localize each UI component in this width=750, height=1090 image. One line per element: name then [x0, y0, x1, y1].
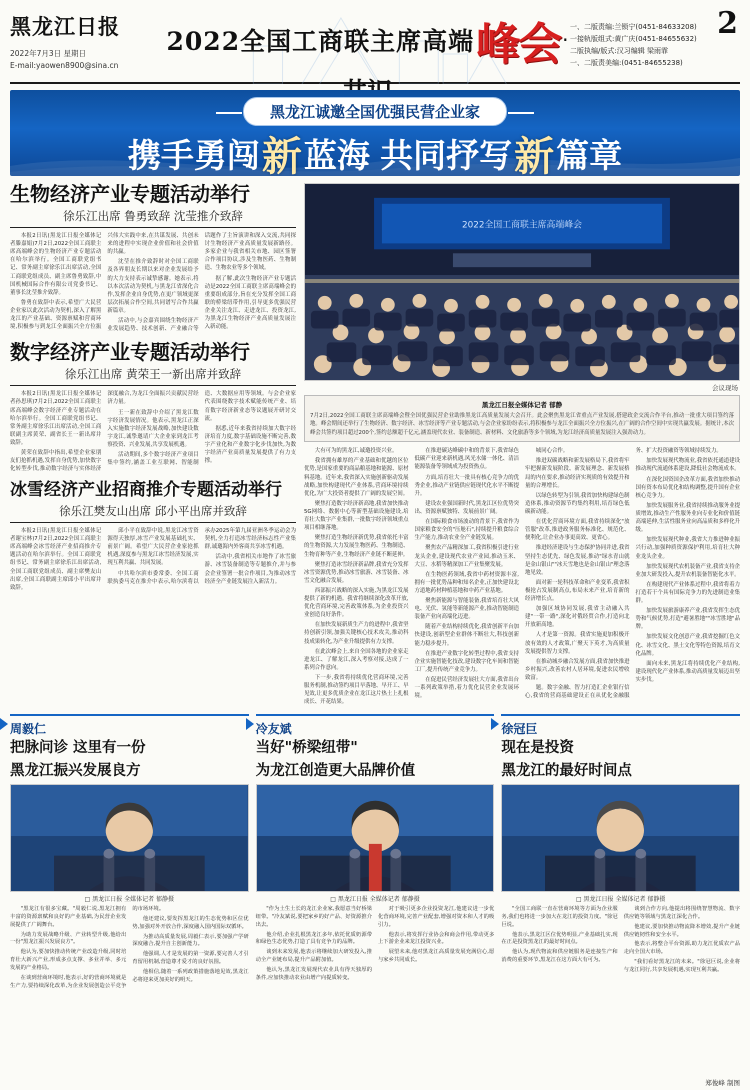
paragraph: 在构建现代产业体系过程中,我省将着力打造若干个具有国际竞争力的先进制造业集群。 [635, 581, 740, 605]
paragraph: 推进经济建设与生态保护协同并进,我省坚持生态优先、绿色发展,推动"绿水青山就是金山银山""冰天雪地也是金山银山"理念落地见效。 [525, 545, 630, 576]
paragraph: 展望未来,他对黑龙江高质量发展充满信心,愿与家乡共同成长。 [378, 949, 495, 964]
article-body [10, 527, 296, 592]
photo-note [304, 395, 740, 442]
paragraph: "作为土生土长的龙江企业家,我愿意当好桥梁纽带。"冷友斌说,要把家乡的好产品、好资源推介出去。 [255, 905, 372, 928]
masthead-left [10, 6, 165, 72]
paragraph: 王一新在致辞中介绍了黑龙江数字经济发展情况。他表示,黑龙江正深入实施数字经济发展战略,加快建设数字龙江,诚挚邀请广大企业家到龙江考察投资、兴业发展,共享发展机遇。 [107, 409, 199, 448]
banner-part-3: 蓝海 [303, 136, 370, 175]
paragraph: 西部振兴战略的深入实施,为黑龙江发展提供了新的机遇。我省将继续深化改革开放,优化营商环境,完善政策体系,为企业投资兴业创造良好条件。 [304, 587, 409, 619]
profile-card-xu [501, 714, 740, 991]
paragraph: 为助力发展战略升级、产业转型升级,他给出一份"黑龙江振兴发展良方"。 [10, 931, 127, 946]
paragraph: 在深化国资国企改革方面,我省加快推动国有资本布局优化和结构调整,提升国有企业核心竞争力。 [635, 476, 740, 499]
profile-name: 周毅仁 [10, 722, 47, 737]
photo-caption: 会议现场 [712, 384, 738, 392]
profile-quote-line1: 把脉问诊 这里有一份 [10, 739, 146, 757]
page-byline: 郑俊峰 制图 [705, 1079, 740, 1087]
publish-date: 2022年7月3日 星期日 [10, 48, 87, 58]
paragraph: 人才是第一资源。我省实施更加积极开放有效的人才政策,广聚天下英才,为高质量发展提供智力支撑。 [525, 632, 630, 655]
divider [10, 522, 296, 523]
paragraph: 加快发展服务业,我省持续推动服务业提质增效,推动生产性服务业向专业化和价值链高端延伸,生活性服务业向高品质和多样化升级。 [635, 502, 740, 534]
paragraph: 据悉,近年来我省持续加大数字经济培育力度,数字基础设施不断完善,数字产业化和产业数字化步伐加快,为数字经济产业高质量发展提供了有力支撑。 [204, 425, 296, 465]
profile-photo-caption [256, 894, 495, 903]
paragraph: 中共哈尔滨市委常委、全国工商联执委马克在推介中表示,哈尔滨将以承办2025年第九届亚洲冬季运动会为契机,全力打造冰雪经济标志性产业集群,诚邀海内外客商共享冰雪机遇。 [107, 527, 296, 585]
paragraph: 活动期间,多个数字经济产业项目集中签约,涵盖工业互联网、智能制造、大数据应用等领域。与会企业家代表围绕数字技术赋能传统产业、培育数字经济新业态等议题展开研讨交流。 [107, 391, 296, 467]
right-column [304, 183, 740, 706]
paragraph: 他表示,将整合平台资源,助力龙江优质农产品走向全国大市场。 [623, 941, 740, 956]
profile-quote-line1: 当好"桥梁纽带" [255, 739, 358, 757]
paragraph: 他表示,黑龙江区位优势明显,产业基础扎实,现在正是投资黑龙江的最好时间点。 [501, 931, 618, 946]
profile-photo-caption [10, 894, 249, 903]
paragraph: 随着产业结构持续优化,我省创新平台加快建设,创新型企业群体不断壮大,科技创新能力稳步提升。 [414, 624, 519, 647]
paragraph: 加快发展文化创意产业,我省挖掘红色文化、冰雪文化、黑土文化等特色资源,培育文化品牌。 [635, 634, 740, 657]
feature-article-body [304, 447, 740, 706]
portrait-illustration-icon [257, 785, 494, 891]
paragraph: 据了解,此次生物经济产业专题活动是2022全国工商联主席高端峰会的重要组成部分,旨在充分发挥全国工商联的桥梁纽带作用,引导更多优强民营企业关注龙江、走进龙江、投资龙江,为黑龙江生物经济产业高质量发展注入新动能。 [204, 275, 296, 331]
paragraph: 在加快发展新质生产力的进程中,我省坚持创新引领,加强关键核心技术攻关,推动科技成果转化,为产业升级提供有力支撑。 [304, 622, 409, 645]
paragraph: 大有可为的黑龙江,诚邀投资兴业。 [314, 448, 398, 455]
paragraph: 建设农业强国新时代,黑龙江区位优势突出、资源禀赋独特、发展前景广阔。 [414, 500, 519, 515]
paragraph: 面对新一轮科技革命和产业变革,我省积极抢占发展制高点,布局未来产业,培育新的经济增长点。 [525, 579, 630, 603]
paragraph: 在国际粮食市场波动的背景下,我省作为国家粮食安全的"压舱石",持续提升粮食综合生产能力,推动农业全产业链发展。 [414, 519, 519, 542]
banner-part-2: 新 [261, 133, 302, 176]
caption-part-1: □ 黑龙江日报 [84, 895, 123, 903]
banner-part-6: 篇章 [556, 136, 623, 175]
article-digital [10, 341, 296, 473]
paragraph: 在推进产业数字化转型过程中,我省支持企业实施智能化技改,建设数字化车间和智能工厂,提升传统产业竞争力。 [414, 650, 519, 673]
profile-quote-line2: 为龙江创造更大品牌价值 [255, 761, 416, 779]
photo-note-title: 黑龙江日报全媒体记者 郁静 [481, 401, 563, 409]
top-row [10, 183, 740, 706]
paragraph: 谈到未来发展,他表示将继续加大研发投入,推动全产业链布局,提升产品附加值。 [255, 949, 372, 964]
paragraph: 沈莹在推介致辞时对全国工商联及各界朋友长期以来对企业发展给予的大力支持表示诚挚感谢。她表示,将以本次活动为契机,与黑龙江省深化合作,发挥企业自身优势,在更广领域更深层次拓展合作空间,共同谱写合作共赢新篇章。 [107, 259, 199, 314]
article-body [10, 390, 296, 473]
paragraph: 加快发展现代物流业,我省依托通道建设推动现代流通体系建设,降低社会物流成本。 [635, 458, 740, 473]
article-ice [10, 481, 296, 591]
triangle-marker-icon [246, 718, 254, 730]
paragraph: 谈到合作方向,他提出将围绕智慧物流、数字供应链等领域与黑龙江深化合作。 [623, 905, 740, 920]
profile-body [501, 906, 740, 976]
paragraph: 他认为,要加快推动传统产业改造升级,同时培育壮大新兴产业,形成多点支撑、多业并举、多元发展的产业格局。 [10, 949, 127, 972]
title-big: 峰会 [476, 19, 561, 70]
paragraph: "全国工商联一直在营商环境等方面为企业服务,我们也将进一步加大在龙江的投资力度。"徐冠巨说。 [501, 905, 618, 928]
profile-quote-line2: 黑龙江的最好时间点 [501, 761, 632, 779]
paragraph: 在优化营商环境方面,我省持续深化"放管服"改革,推进政务服务标准化、规范化、便利化,让企业办事更高效、更省心。 [525, 519, 630, 542]
paragraph: 聚焦打造数字经济新高地,我省加快推动5G网络、数据中心等新型基础设施建设,培育壮大数字产业集群,一批数字经济领域重点项目相继落地。 [304, 500, 409, 532]
paragraph: "我们看好黑龙江的未来。"徐冠巨说,企业将与龙江同行,共享发展机遇,实现互利共赢。 [623, 959, 740, 974]
left-column [10, 183, 296, 706]
paragraph: 加强区域协同发展,我省主动融入共建"一带一路",深化对俄经贸合作,打造向北开放新高地。 [525, 606, 630, 629]
divider [10, 227, 296, 228]
paragraph: 城同心合作。 [535, 448, 569, 455]
paragraph: 聚焦打造冰雪经济新品牌,我省充分发挥冰雪资源优势,推动冰雪旅游、冰雪装备、冰雪文化融合发展。 [304, 561, 409, 584]
paragraph: "黑龙江有很多宝藏。"周毅仁说,黑龙江拥有丰富的资源禀赋和良好的产业基础,为民营企业发展提供了广阔舞台。 [10, 905, 127, 928]
paragraph: 活动中,与会嘉宾围绕生物经济产业发展趋势、技术创新、产业融合等话题作了主旨演讲和深入交流,共同探讨生物经济产业高质量发展新路径。多家企业与我省相关市地、园区签署合作项目协议,涉及生物医药、生物制造、生物农业等多个领域。 [107, 233, 296, 333]
paragraph: 下一步,我省将持续优化营商环境,完善服务机制,推动签约项目早落地、早开工、早见效,让更多优质企业在龙江这片热土上扎根成长、开花结果。 [304, 675, 409, 706]
article-headline: 生物经济产业专题活动举行 [10, 182, 250, 206]
paragraph: 本报2日讯(黑龙江日报全媒体记者滕嘉娟)7月2日,2022全国工商联主席高端峰会的生物经济产业专题活动在哈尔滨举行。全国工商联党组书记、常务副主席徐乐江出席活动,全国工商联党组成员、副主席鲁勇致辞,中国机械国际合作有限公司党委书记、董事长沈莹推介致辞。 [10, 233, 102, 296]
photo-note-text: 7月2日,2022全国工商联主席高端峰会暨全国优强民营企业助推黑龙江高质量发展大会召开。此会聚焦黑龙江省重点产业发展,搭建政企交流合作平台,推动一批重大项目签约落地。峰会期间还举行了生物经济、数字经济、冰雪经济等产业专题活动,与会企业家纷纷表示,将积极参与龙江全面振兴全方位振兴,在广阔的合作空间中实现共赢发展。据统计,本次峰会共签约项目超过200个,签约总额超千亿元,涵盖现代农业、装备制造、新材料、文化旅游等多个领域,为龙江经济高质量发展注入强劲动力。 [310, 413, 734, 436]
paragraph: 他相信,随着一系列政策措施落地见效,黑龙江必将迎来更加美好的明天。 [132, 969, 249, 984]
paragraph: 加快发展现代种业,我省大力推进种业振兴行动,加强种质资源保护利用,培育壮大种业龙头企业。 [635, 537, 740, 560]
paragraph: 他介绍,企业扎根黑龙江多年,依托优质奶源带和绿色生态优势,打造了具有竞争力的品牌。 [255, 931, 372, 946]
banner-part-4: 共同抒写 [380, 136, 513, 175]
paragraph: 黄荣在致辞中指出,希望企业家朋友们抢抓机遇,发挥自身优势,加快数字化转型步伐,推动数字经济与实体经济深度融合,为龙江全面振兴贡献民营经济力量。 [10, 391, 199, 473]
triangle-marker-icon [0, 718, 8, 730]
profile-name: 徐冠巨 [501, 722, 538, 737]
title-dot: · [562, 28, 569, 52]
profile-photo [501, 784, 740, 892]
masthead [10, 6, 740, 84]
caption-part-2: 全媒体记者 郁静摄 [615, 895, 666, 903]
title-prefix: 2022全国工商联主席高端 [166, 27, 475, 56]
paragraph: 聚焦打造生物经济新优势,我省依托丰富的生物资源,大力发展生物医药、生物制造、生物育种等产业,生物经济产业链不断延伸。 [304, 535, 409, 558]
contact-line: 一接轨版组式:黄广庆(0451-84655632) [570, 34, 697, 43]
paragraph: 在推动城乡融合发展方面,我省加快推进乡村振兴,改善农村人居环境,促进农民增收致富。 [525, 658, 630, 682]
caption-part-1: □ 黑龙江日报 [575, 895, 614, 903]
portrait-illustration-icon [11, 785, 248, 891]
paragraph: 加快发展旅游康养产业,我省发挥生态优势和气候优势,打造"避暑胜地""冰雪胜地"品牌。 [635, 608, 740, 631]
article-headline: 数字经济产业专题活动举行 [10, 340, 250, 365]
profile-card-zhou [10, 714, 249, 991]
svg-text:2022全国工商联主席高端峰会: 2022全国工商联主席高端峰会 [461, 220, 583, 231]
paragraph: 在推进碳达峰碳中和的背景下,我省绿色低碳产业迎来新机遇,风光水储一体化、清洁能源装备等领域成为投资热点。 [414, 448, 519, 471]
paragraph: 以绿色转型为引领,我省加快构建绿色制造体系,推动资源节约集约利用,培育绿色低碳新动能。 [525, 492, 630, 515]
paragraph: 本报2日讯(黑龙江日报全媒体记者谢宝林)7月2日,2022全国工商联主席高端峰会冰雪经济产业招商推介专题活动在哈尔滨举行。全国工商联党组书记、常务副主席徐乐江出席活动,全国工商联党组成员、副主席樊友山出席,全国工商联副主席邱小平出席并致辞。 [10, 527, 102, 591]
paragraph: 在生物医药领域,我省中药材资源丰富,拥有一批优势品种和知名企业,正加快建设北方道地药材种植基地和中药产业基地。 [414, 571, 519, 594]
profile-photo-caption [501, 894, 740, 903]
banner-ribbon: 黑龙江诚邀全国优强民营企业家 [243, 97, 507, 126]
triangle-marker-icon [491, 718, 499, 730]
paragraph: 我省拥有雄厚的产业基础和优越的区位优势,是国家重要的商品粮基地和能源、原材料基地。近年来,我省深入实施创新驱动发展战略,加快构建现代产业体系,营商环境持续优化,为广大投资者提供了广阔的发展空间。 [304, 458, 409, 497]
paragraph: 在促进民营经济发展壮大方面,我省出台一系列政策举措,着力优化民营企业发展环境。 [414, 677, 519, 700]
profile-cards [10, 714, 740, 991]
profile-body [10, 906, 249, 991]
paragraph: 邱小平在致辞中说,黑龙江冰雪资源得天独厚,冰雪产业发展基础扎实、前景广阔。希望广大民营企业家抢抓机遇,深度参与黑龙江冰雪经济发展,实现互利共赢、共同发展。 [107, 527, 199, 567]
photo-illustration-icon [305, 184, 739, 380]
paragraph: 在此次峰会上,来自全国各地的企业家走进龙江、了解龙江,深入考察对接,达成了一系列合作意向。 [304, 648, 409, 671]
paragraph: 为推动高质量发展,周毅仁表示,要加强产学研深度融合,提升自主创新能力。 [132, 933, 249, 948]
paragraph: 在谈到营商环境时,他表示,好的营商环境就是生产力,要持续深化改革,为企业发展创造公平竞争的市场环境。 [10, 905, 165, 990]
paragraph: 推进双碳战略和新发展格局下,我省将牢牢把握新发展阶段、新发展理念、新发展格局的内在要求,推动经济实现质的有效提升和量的合理增长。 [525, 458, 630, 489]
contact-line: 一、二版责编:兰锁宁(0451-84633208) [570, 23, 697, 31]
contact-line: 二版执编/版式:汉习编辑 梁雨霏 [570, 46, 668, 55]
banner-part-5: 新 [514, 133, 555, 176]
profile-quote-line2: 黑龙江振兴发展良方 [10, 761, 141, 779]
paragraph: 聚焦农产品精深加工,我省积极引进行业龙头企业,建设现代农业产业园,推动玉米、大豆、水稻等精深加工产业集聚发展。 [414, 545, 519, 568]
article-body [10, 232, 296, 333]
article-subhead: 徐乐江出席 鲁勇致辞 沈莹推介致辞 [63, 209, 243, 223]
paragraph: 他强调,人才是发展的第一资源,要完善人才引育留用机制,营造尊才爱才的良好氛围。 [132, 951, 249, 966]
profile-name: 冷友斌 [255, 722, 292, 737]
paragraph: 题。数字金融、智力打造汇企业银行信心,我省的营商基础建设正在从优化金融服务、扩大投资融资等领域持续发力。 [525, 448, 722, 700]
portrait-illustration-icon [502, 785, 739, 891]
article-headline: 冰雪经济产业招商推介专题活动举行 [10, 480, 282, 501]
paragraph: 他认为,黑龙江发展现代农业具有得天独厚的条件,应加快推动农业由增产向提质转变。 [255, 967, 372, 982]
conference-photo [304, 183, 740, 381]
paragraph: 他表示,将发挥行业协会和商会作用,带动更多上下游企业来龙江投资兴业。 [378, 931, 495, 946]
paragraph: 方面,培育壮大一批具有核心竞争力的优秀企业,推动产业链供应链现代化水平不断提升。 [414, 474, 519, 497]
masthead-contacts [570, 6, 740, 70]
paragraph: 加快发展现代农机装备产业,我省支持企业加大研发投入,提升农机装备智能化水平。 [635, 563, 740, 578]
profile-card-leng [256, 714, 495, 991]
page-number: 2 [717, 6, 738, 41]
profile-photo [256, 784, 495, 892]
email-line: E-mail:yaowen8900@sina.cn [10, 60, 119, 70]
paragraph: 聚焦新能源与智能装备,我省培育壮大风电、光伏、氢能等新能源产业,推动智能制造装备产业向高端化迈进。 [414, 598, 519, 621]
article-subhead: 徐乐江出席 黄荣王一新出席并致辞 [64, 367, 242, 382]
profile-body [256, 906, 495, 983]
paragraph: 活动中,我省相关市地作了冰雪旅游、冰雪装备制造等专题推介,并与参会企业签署一批合作项目,为推动冰雪经济全产业链发展注入新活力。 [204, 554, 296, 585]
divider [10, 385, 296, 386]
paragraph: 他认为,现代物流和供应链服务是连接生产和消费的重要环节,黑龙江在这方面大有可为。 [501, 949, 618, 964]
paper-name: 黑龙江日报 [10, 14, 120, 39]
article-bio [10, 183, 296, 333]
profile-quote-line1: 现在是投资 [501, 739, 574, 757]
contact-line: 一、二版责美编:(0451-84655238) [570, 58, 683, 67]
caption-part-2: 全媒体记者 郁静摄 [124, 895, 175, 903]
banner-part-1: 携手勇闯 [127, 136, 260, 175]
article-subhead: 徐乐江樊友山出席 邱小平出席并致辞 [59, 503, 247, 518]
paragraph: 鲁勇在致辞中表示,希望广大民营企业家以此次活动为契机,深入了解黑龙江的产业基础、资源禀赋和营商环境,积极参与到龙江全面振兴全方位振兴伟大实践中来,在共谋发展、共创未来的进程中实现企业价值和社会价值的共赢。 [10, 233, 199, 331]
paragraph: 对于吸引更多企业投资龙江,他建议进一步优化营商环境,完善产业配套,增强对资本和人才的吸引力。 [378, 905, 495, 928]
feature-banner [10, 90, 740, 176]
banner-headline [10, 125, 740, 176]
caption-part-2: 全媒体记者 郁静摄 [369, 895, 420, 903]
paragraph: 他还建议,要发挥黑龙江的生态优势和区位优势,加强对外开放合作,深度融入国内国际双循环。 [132, 915, 249, 930]
profile-photo [10, 784, 249, 892]
paragraph: 他建议,要加快推动物流降本增效,提升产业链供应链韧性和安全水平。 [623, 923, 740, 938]
paragraph: 本报2日讯(黑龙江日报全媒体记者孙思琪)7月2日,2022全国工商联主席高端峰会数字经济产业专题活动在哈尔滨举行。全国工商联党组书记、常务副主席徐乐江出席活动,全国工商联副主席黄荣、副省长王一新出席并致辞。 [10, 391, 102, 446]
main-content [10, 183, 740, 991]
paragraph: 面向未来,黑龙江将持续优化产业结构,建设现代化产业体系,推动高质量发展迈出坚实步伐。 [635, 660, 740, 684]
caption-part-1: □ 黑龙江日报 [330, 895, 368, 903]
